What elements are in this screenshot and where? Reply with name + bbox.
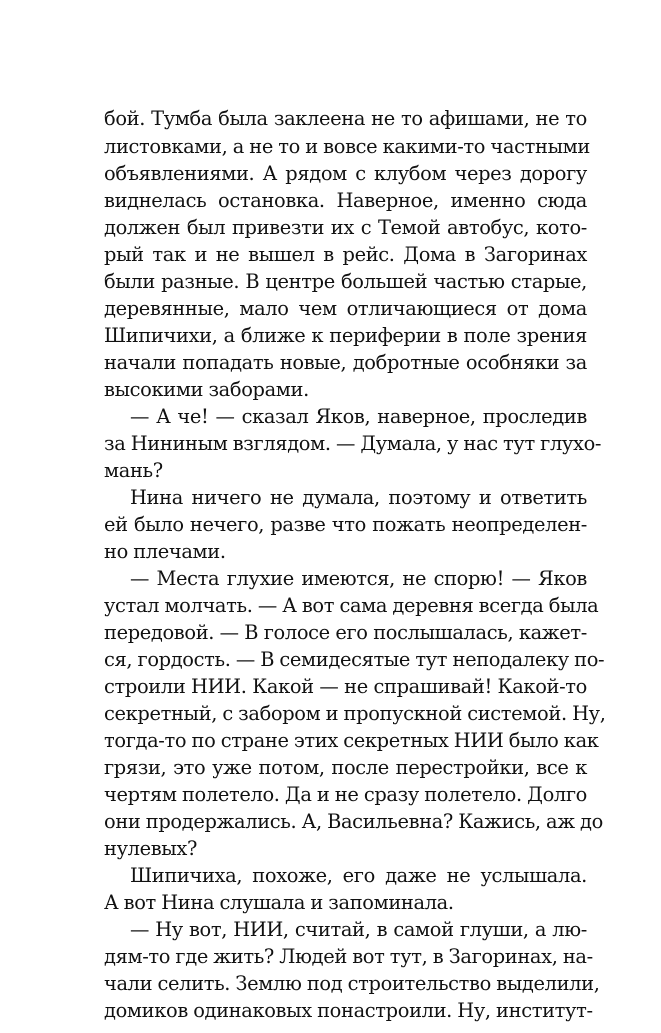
text-line: А вот Нина слушала и запоминала. (104, 891, 454, 914)
text-line: передовой. — В голосе его послышалась, кажет- (104, 621, 587, 644)
text-line: домиков одинаковых понастроили. Ну, институт- (104, 999, 593, 1022)
text-line: деревянные, мало чем отличающиеся от дома (104, 297, 587, 320)
text-line: строили НИИ. Какой — не спрашивай! Какой-то (104, 675, 587, 698)
text-line: устал молчать. — А вот сама деревня всегда была (104, 594, 599, 617)
text-line: должен был привезти их с Темой автобус, кото- (104, 216, 587, 239)
text-line: Шипичихи, а ближе к периферии в поле зрения (104, 324, 587, 347)
text-line: начали попадать новые, добротные особняки за (104, 351, 587, 374)
text-line: но плечами. (104, 540, 226, 563)
text-line: секретный, с забором и пропускной системой. Ну, (104, 702, 606, 725)
text-line: — Ну вот, НИИ, считай, в самой глуши, а лю- (130, 918, 587, 941)
text-line: Нина ничего не думала, поэтому и ответить (130, 486, 587, 509)
text-line: ся, гордость. — В семидесятые тут неподалеку по- (104, 648, 605, 671)
text-line: — А че! — сказал Яков, наверное, проследив (130, 405, 587, 428)
text-line: — Места глухие имеются, не спорю! — Яков (130, 567, 587, 590)
text-line: листовками, а не то и вовсе какими-то частными (104, 135, 590, 158)
text-line: рый так и не вышел в рейс. Дома в Загоринах (104, 243, 587, 266)
text-line: чали селить. Землю под строительство выделили, (104, 972, 600, 995)
text-line: тогда-то по стране этих секретных НИИ было как (104, 729, 599, 752)
text-line: грязи, это уже потом, после перестройки, все к (104, 756, 587, 779)
text-line: чертям полетело. Да и не сразу полетело. Долго (104, 783, 587, 806)
text-line: виднелась остановка. Наверное, именно сюда (104, 189, 587, 212)
text-line: они продержались. А, Васильевна? Кажись, аж до (104, 810, 603, 833)
text-line: были разные. В центре большей частью старые, (104, 270, 587, 293)
text-line: объявлениями. А рядом с клубом через дорогу (104, 162, 587, 185)
text-line: дям-то где жить? Людей вот тут, в Загоринах, на- (104, 945, 593, 968)
text-line: ей было нечего, разве что пожать неопределен- (104, 513, 587, 536)
text-line: нулевых? (104, 837, 198, 860)
text-line: Шипичиха, похоже, его даже не услышала. (130, 864, 587, 887)
text-line: за Нининым взглядом. — Думала, у нас тут глухо- (104, 432, 602, 455)
text-line: высокими заборами. (104, 378, 309, 401)
text-line: мань? (104, 459, 163, 482)
text-line: бой. Тумба была заклеена не то афишами, не то (104, 107, 587, 130)
